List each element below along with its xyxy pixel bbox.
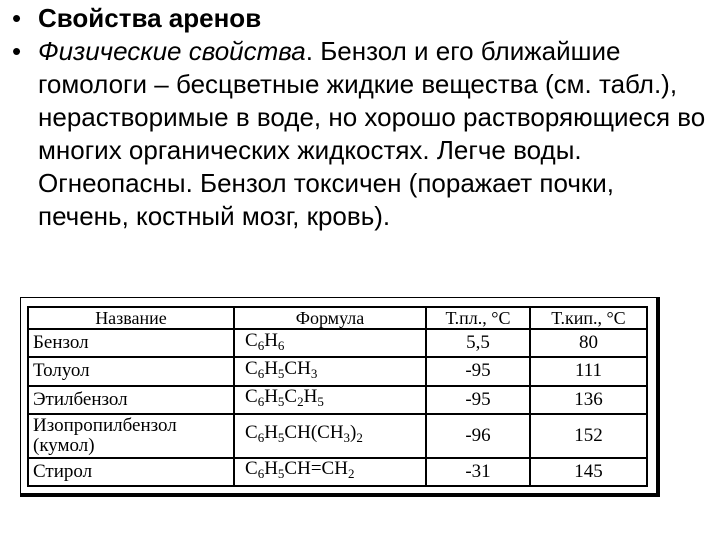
table-header-row — [28, 307, 647, 329]
cell-name: Стирол — [28, 458, 234, 486]
cell-name: Изопропилбензол (кумол) — [28, 414, 234, 458]
table-row — [28, 458, 647, 486]
cell-boiling-point: 152 — [530, 414, 647, 458]
cell-formula: $C_6H_5CH=CH_2$ — [234, 458, 426, 486]
bullet-physical-properties — [10, 35, 710, 233]
bullet-body-text: . Бензол и его ближайшие гомологи – бесцветные жидкие вещества (см. табл.), нерастворимые в воде, но хорошо растворяющиеся во многих органических жидкостях. Легче воды. Огнеопасны. Бензол токсичен (поражает почки, печень, костный мозг, кровь). — [38, 36, 706, 231]
cell-name: Бензол — [28, 329, 234, 357]
cell-melting-point: -96 — [426, 414, 530, 458]
properties-table — [27, 306, 648, 487]
cell-formula: $C_6H_5CH_3$ — [234, 357, 426, 385]
cell-melting-point: -95 — [426, 386, 530, 414]
table-row — [28, 329, 647, 357]
cell-melting-point: 5,5 — [426, 329, 530, 357]
bullet-dot-icon: • — [12, 3, 22, 33]
cell-formula: $C_6H_5C_2H_5$ — [234, 386, 426, 414]
header-name: Название — [28, 307, 234, 329]
cell-melting-point: -95 — [426, 357, 530, 385]
table-body — [28, 329, 647, 486]
bullet-list — [10, 2, 710, 233]
cell-name: Толуол — [28, 357, 234, 385]
table-row — [28, 386, 647, 414]
properties-table-frame — [20, 297, 660, 497]
cell-formula: $C_6H_6$ — [234, 329, 426, 357]
header-boiling-point: Т.кип., °С — [530, 307, 647, 329]
bullet-lead-text: Физические свойства — [38, 36, 306, 66]
cell-boiling-point: 136 — [530, 386, 647, 414]
bullet-title — [10, 2, 710, 35]
cell-formula: $C_6H_5CH(CH_3)_2$ — [234, 414, 426, 458]
properties-table-container — [27, 306, 648, 487]
table-row — [28, 357, 647, 385]
cell-boiling-point: 145 — [530, 458, 647, 486]
cell-melting-point: -31 — [426, 458, 530, 486]
cell-boiling-point: 111 — [530, 357, 647, 385]
bullet-title-text: Свойства аренов — [38, 3, 262, 33]
bullet-dot-icon: • — [12, 36, 22, 66]
header-formula: Формула — [234, 307, 426, 329]
table-row — [28, 414, 647, 458]
cell-name: Этилбензол — [28, 386, 234, 414]
header-melting-point: Т.пл., °С — [426, 307, 530, 329]
cell-boiling-point: 80 — [530, 329, 647, 357]
